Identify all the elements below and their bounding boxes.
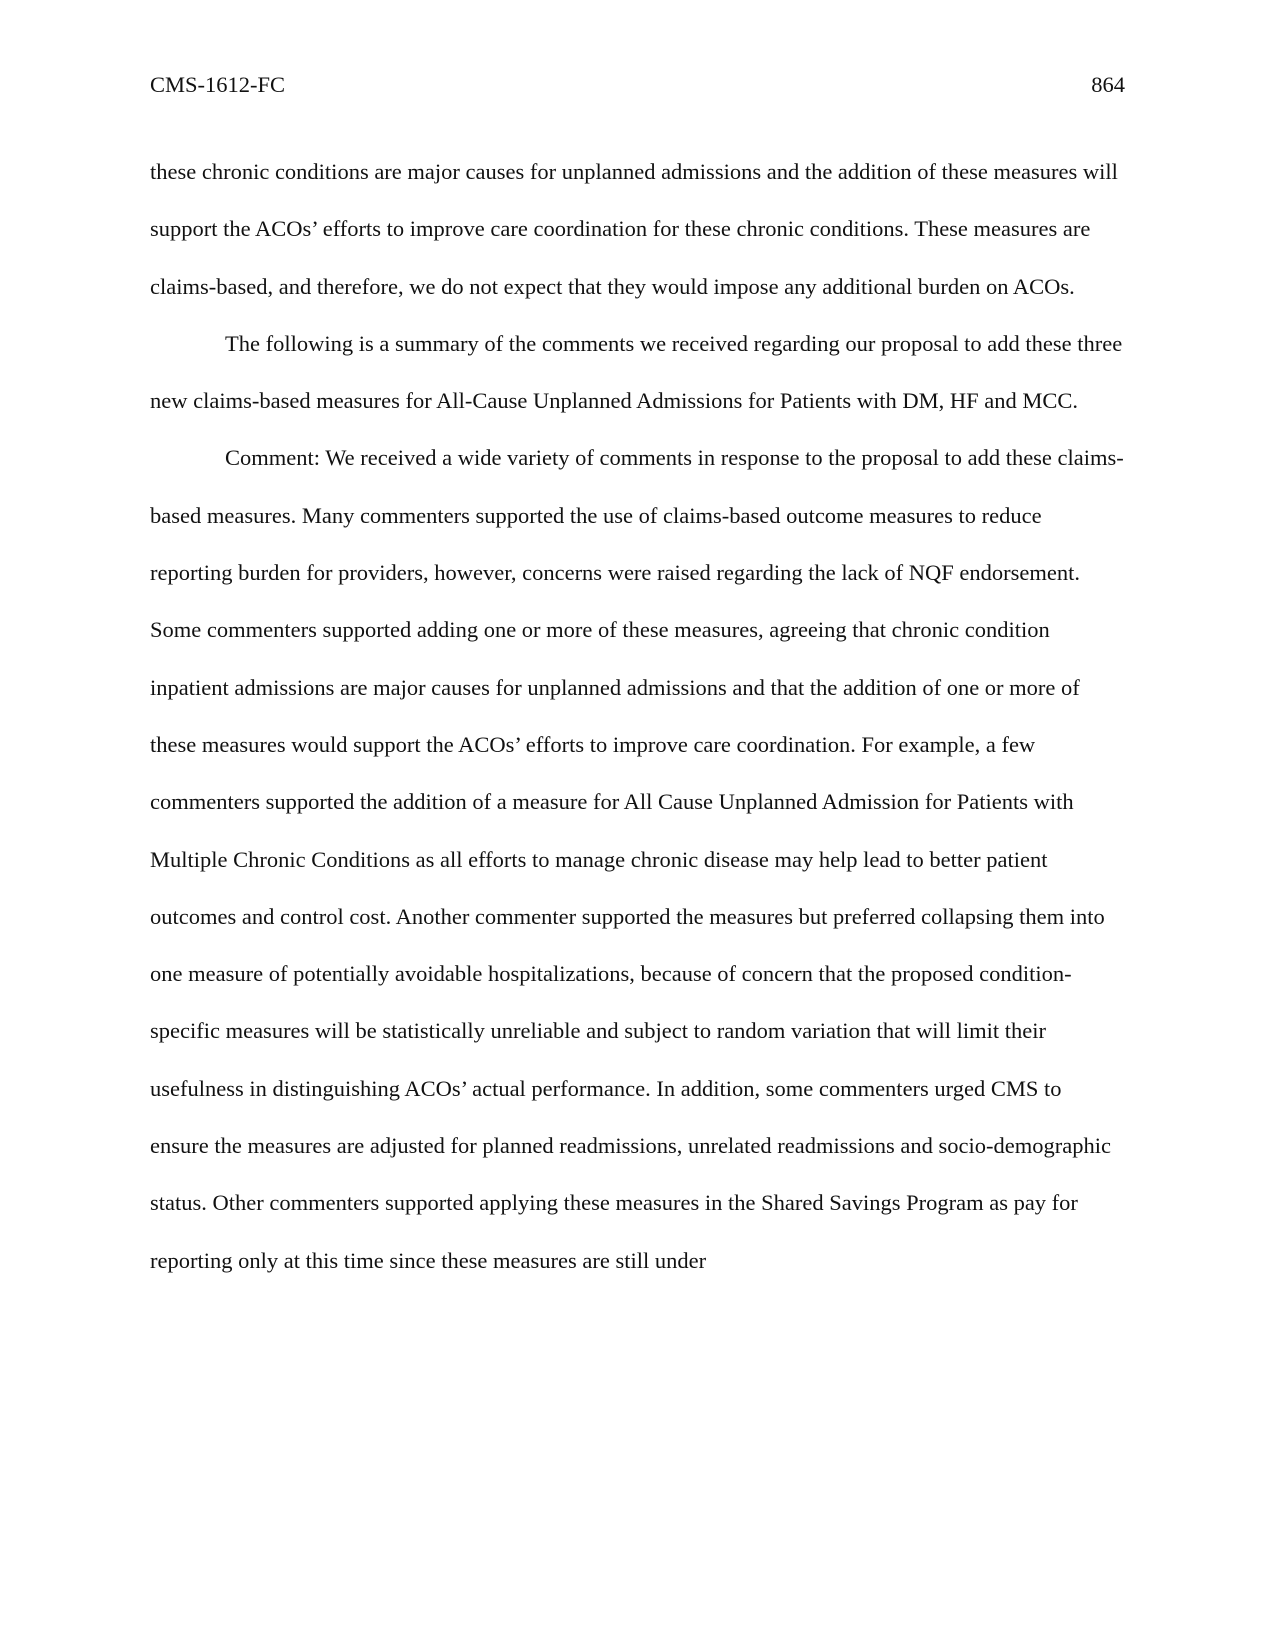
- page-header: [150, 72, 1125, 102]
- paragraph-summary-intro: The following is a summary of the comments we received regarding our proposal to add these three new claims-based measures for All-Cause Unplanned Admissions for Patients with DM, HF and MCC.: [150, 330, 1123, 414]
- document-body: [150, 143, 1125, 1289]
- paragraph-continuation: these chronic conditions are major causes for unplanned admissions and the addition of these measures will support the ACOs’ efforts to improve care coordination for these chronic conditions. These measures are claims-based, and therefore, we do not expect that they would impose any additional burden on ACOs.: [150, 159, 1118, 299]
- document-id: CMS-1612-FC: [150, 72, 286, 97]
- page-number: 864: [1091, 72, 1125, 97]
- paragraph-comment: Comment: We received a wide variety of comments in response to the proposal to add these claims-based measures. Many commenters supported the use of claims-based outcome measures to reduce reporting burden for providers, however, concerns were raised regarding the lack of NQF endorsement. Some commenters supported adding one or more of these measures, agreeing that chronic condition inpatient admissions are major causes for unplanned admissions and that the addition of one or more of these measures would support the ACOs’ efforts to improve care coordination. For example, a few commenters supported the addition of a measure for All Cause Unplanned Admission for Patients with Multiple Chronic Conditions as all efforts to manage chronic disease may help lead to better patient outcomes and control cost. Another commenter supported the measures but preferred collapsing them into one measure of potentially avoidable hospitalizations, because of concern that the proposed condition-specific measures will be statistically unreliable and subject to random variation that will limit their usefulness in distinguishing ACOs’ actual performance. In addition, some commenters urged CMS to ensure the measures are adjusted for planned readmissions, unrelated readmissions and socio-demographic status. Other commenters supported applying these measures in the Shared Savings Program as pay for reporting only at this time since these measures are still under: [150, 445, 1124, 1273]
